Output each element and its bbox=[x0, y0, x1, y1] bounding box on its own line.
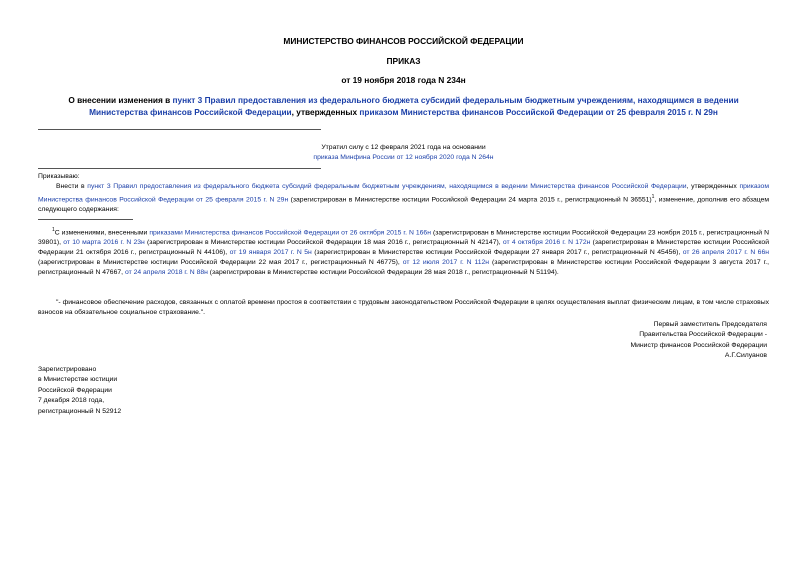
order-word: Приказываю: bbox=[38, 173, 80, 180]
footnote-link[interactable]: от 10 марта 2016 г. N 23н bbox=[63, 239, 145, 247]
footnote-ref[interactable]: 1 bbox=[651, 194, 655, 200]
footnote-link[interactable]: от 24 апреля 2018 г. N 88н bbox=[124, 269, 208, 277]
registration-line: регистрационный N 52912 bbox=[38, 407, 122, 415]
footnote-link[interactable]: от 26 апреля 2017 г. N 66н bbox=[682, 249, 769, 257]
divider-status bbox=[38, 168, 321, 169]
signature-block bbox=[630, 320, 767, 362]
footnote-text: С изменениями, внесенными bbox=[54, 229, 150, 237]
title-text-1: О внесении изменения в bbox=[68, 95, 173, 105]
registration-line: 7 декабря 2018 года, bbox=[38, 397, 105, 405]
main-text-2: , утвержденных bbox=[686, 183, 740, 190]
footnote-text: (зарегистрирован в Министерстве юстиции Российской Федерации 28 мая 2018 г., регистрационный N 51194). bbox=[207, 269, 559, 277]
footnote-link[interactable]: от 19 января 2017 г. N 5н bbox=[229, 249, 312, 257]
title-text-2: , утвержденных bbox=[291, 106, 360, 117]
footnote-paragraph bbox=[38, 225, 769, 278]
footnote-text: (зарегистрирован в Министерстве юстиции Российской Федерации 22 мая 2017 г., регистрационный N 46775), bbox=[38, 259, 403, 267]
document-title bbox=[38, 95, 769, 118]
main-text-3: (зарегистрирован в Министерстве юстиции Российской Федерации 24 марта 2015 г., регистрационный N 36551) bbox=[288, 196, 652, 204]
registration-line: Зарегистрировано bbox=[38, 366, 97, 373]
registration-block bbox=[38, 365, 121, 417]
footnote-text: (зарегистрирован в Министерстве юстиции Российской Федерации 3 августа 2017 г., регистрационный N 47667, bbox=[38, 259, 770, 277]
main-paragraph bbox=[38, 182, 769, 215]
signatory-name: А.Г.Силуанов bbox=[724, 352, 767, 360]
title-link-order[interactable]: приказом Министерства финансов Российской Федерации от 25 февраля 2015 г. N 29н bbox=[359, 106, 718, 117]
main-link-rules[interactable]: пункт 3 Правил предоставления из федерального бюджета субсидий федеральным бюджетным учреждениям, находящимся в ведении Министерства финансов Российской Федерации bbox=[87, 183, 687, 190]
registration-line: Российской Федерации bbox=[38, 386, 112, 394]
footnote-text: (зарегистрирован в Министерстве юстиции Российской Федерации 18 мая 2016 г., регистрационный N 42147), bbox=[144, 239, 503, 247]
ministry-heading: МИНИСТЕРСТВО ФИНАНСОВ РОССИЙСКОЙ ФЕДЕРАЦИИ bbox=[283, 36, 524, 46]
footnote-marker: 1 bbox=[52, 227, 55, 233]
footnote-divider bbox=[38, 219, 133, 220]
footnote-link[interactable]: от 4 октября 2016 г. N 172н bbox=[502, 239, 591, 247]
main-text-4: , изменение, дополнив его абзацем следующего содержания: bbox=[38, 196, 769, 214]
divider-top bbox=[38, 129, 321, 130]
doc-date-heading: от 19 ноября 2018 года N 234н bbox=[341, 75, 466, 85]
footnote-text: (зарегистрирован в Министерстве юстиции Российской Федерации 21 октября 2016 г., регистрационный N 44106), bbox=[38, 239, 769, 257]
footnote-text: (зарегистрирован в Министерстве юстиции Российской Федерации 23 ноября 2015 г., регистрационный N 39801), bbox=[38, 229, 770, 247]
footnote-link[interactable]: от 12 июля 2017 г. N 112н bbox=[402, 259, 490, 267]
title-link-rules[interactable]: пункт 3 Правил предоставления из федерального бюджета субсидий федеральным бюджетным учреждениям, находящимся в ведении Министерства финансов Российской Федерации bbox=[89, 95, 739, 117]
status-note bbox=[0, 143, 807, 163]
status-link[interactable]: приказа Минфина России от 12 ноября 2020 года N 264н bbox=[313, 154, 494, 161]
registration-line: в Министерстве юстиции bbox=[38, 376, 118, 384]
status-text: Утратил силу с 12 февраля 2021 года на основании bbox=[321, 144, 486, 151]
footnote-link[interactable]: приказами Министерства финансов Российской Федерации от 26 октября 2015 г. N 166н bbox=[149, 229, 431, 237]
signature-line: Первый заместитель Председателя bbox=[653, 321, 767, 328]
footnote-text: (зарегистрирован в Министерстве юстиции Российской Федерации 27 января 2017 г., регистрационный N 45456), bbox=[311, 249, 683, 257]
doc-type-heading: ПРИКАЗ bbox=[386, 56, 421, 66]
main-link-order[interactable]: приказом Министерства финансов Российской Федерации от 25 февраля 2015 г. N 29н bbox=[38, 183, 770, 204]
quoted-addition: "- финансовое обеспечение расходов, связанных с оплатой времени простоя в соответствии с трудовым законодательством Российской Федерации в целях осуществления выплат физическим лицам, в том числе страховых взносов на обязательное социальное страхование.". bbox=[38, 299, 769, 316]
signature-line: Правительства Российской Федерации - bbox=[639, 331, 767, 339]
main-text-1: Внести в bbox=[56, 183, 88, 190]
signature-line: Министр финансов Российской Федерации bbox=[630, 341, 767, 349]
